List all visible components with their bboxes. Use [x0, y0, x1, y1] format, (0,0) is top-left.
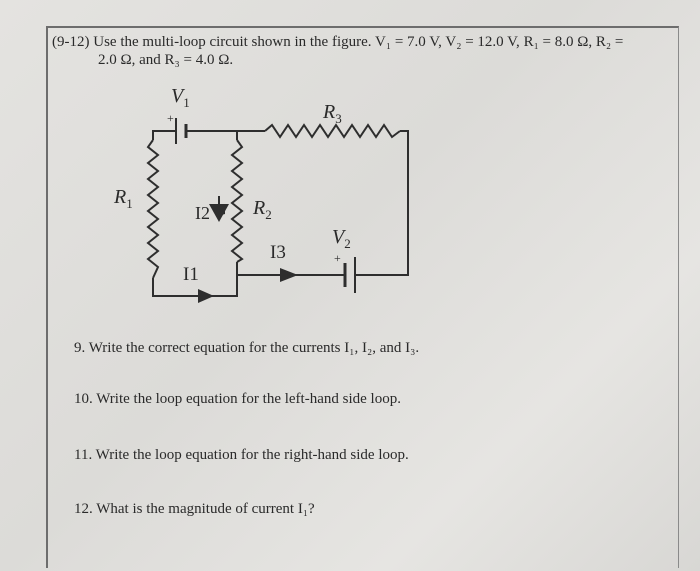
label-v2-plus: +	[334, 251, 341, 265]
battery-v2-symbol	[345, 257, 355, 293]
problem-number: (9-12)	[52, 34, 90, 50]
label-i3: I3	[270, 242, 286, 263]
label-i1: I1	[183, 264, 199, 285]
question-10: 10. Write the loop equation for the left-hand side loop.	[74, 391, 401, 407]
question-11: 11. Write the loop equation for the right-hand side loop.	[74, 447, 409, 463]
problem-intro: Use the multi-loop circuit shown in the figure.	[93, 34, 372, 50]
question-9: 9. Write the correct equation for the currents I₁, I₂, and I₃.	[74, 340, 420, 356]
problem-statement-line2: 2.0 Ω, and R₃ = 4.0 Ω.	[98, 52, 234, 68]
given-v1: V₁ = 7.0 V,	[375, 34, 442, 50]
label-v1: $V_1$	[171, 85, 190, 110]
given-v2: V₂ = 12.0 V,	[445, 34, 520, 50]
label-r2: $R_2$	[253, 197, 272, 222]
resistor-r2-symbol	[232, 140, 242, 262]
current-i1-arrowhead	[198, 289, 214, 303]
label-v2: $V_2$	[332, 226, 351, 251]
current-i2-arrowhead	[209, 204, 229, 222]
battery-v1-symbol	[176, 118, 186, 144]
label-v1-plus: +	[167, 111, 174, 125]
label-i2: I2	[195, 203, 210, 223]
wire-right-side	[355, 131, 408, 275]
wire-top-left	[153, 131, 176, 140]
label-r1: $R_1$	[114, 186, 133, 211]
current-i3-arrowhead	[280, 268, 298, 282]
resistor-r1-symbol	[148, 140, 158, 278]
label-r3: $R_3$	[323, 101, 342, 126]
resistor-r3-symbol	[265, 125, 400, 137]
given-r1: R₁ = 8.0 Ω,	[523, 34, 593, 50]
question-12: 12. What is the magnitude of current I₁?	[74, 501, 315, 517]
given-r2: R₂ =	[595, 34, 624, 50]
